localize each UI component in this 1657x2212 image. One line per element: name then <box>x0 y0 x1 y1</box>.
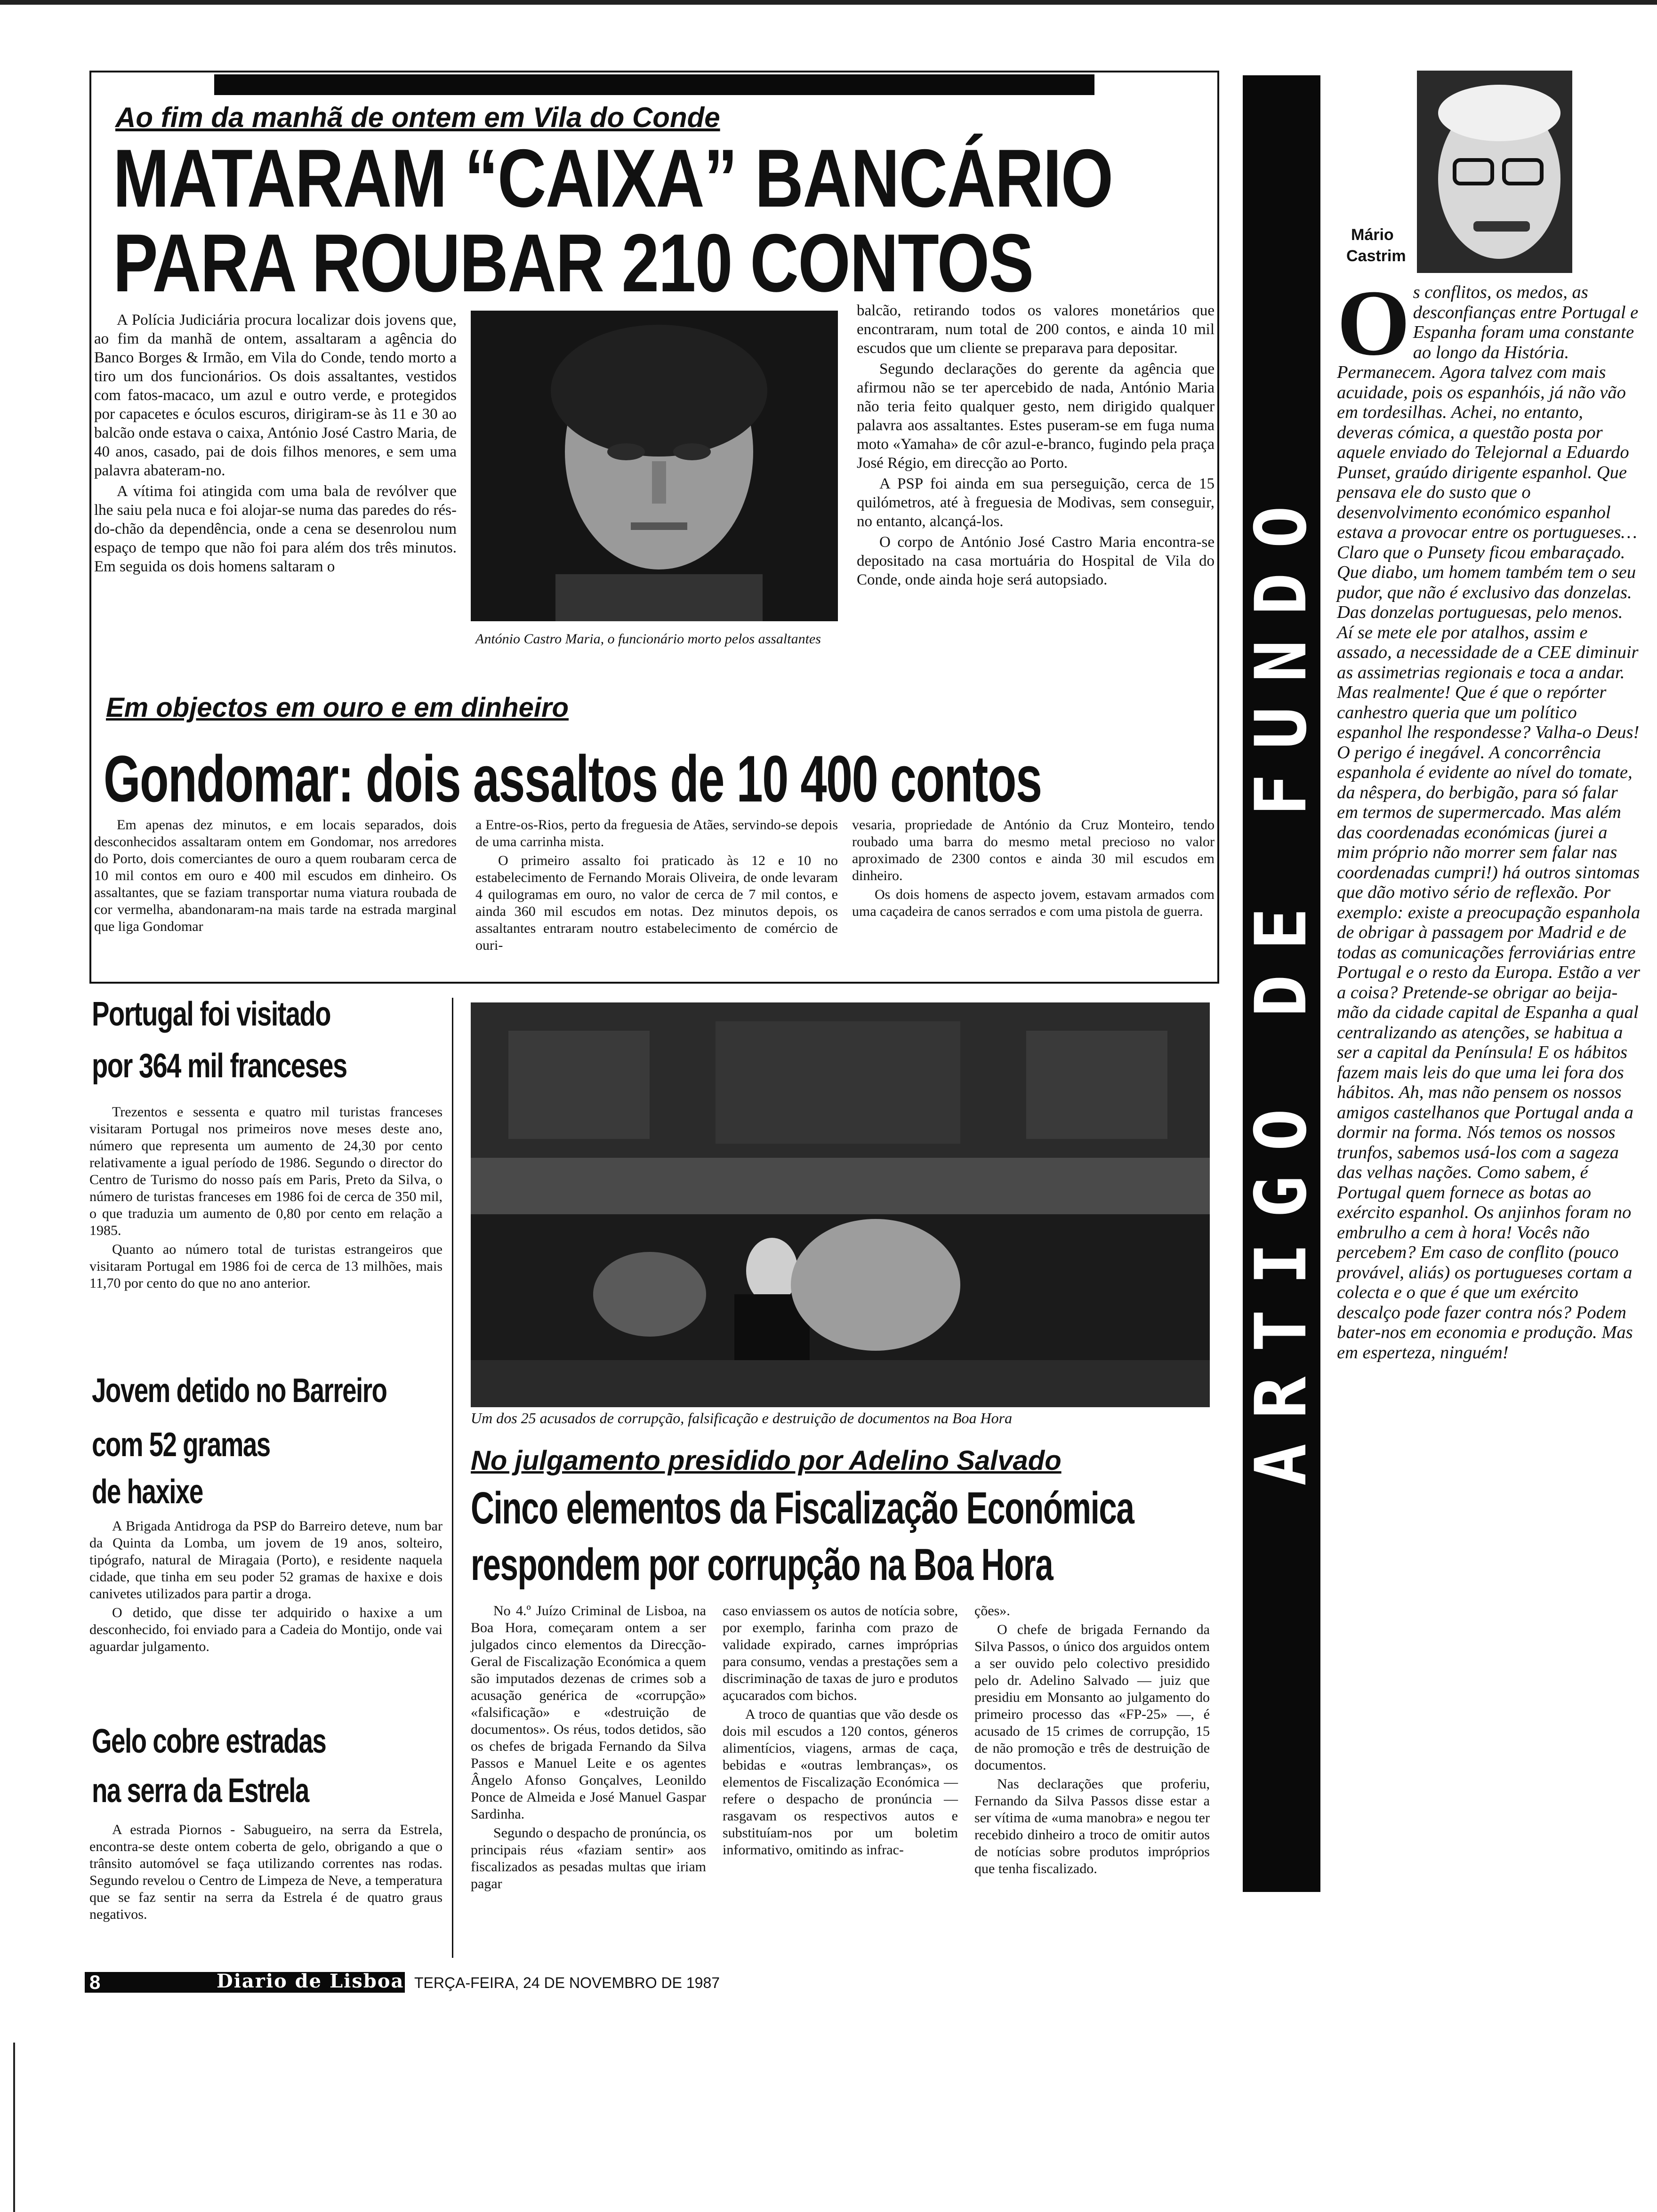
gelo-body <box>89 1821 442 1925</box>
top-story-col1 <box>94 311 457 578</box>
paragraph: No 4.º Juízo Criminal de Lisboa, na Boa Hora, começaram ontem a ser julgados cinco elementos da Direcção-Geral de Fiscalização Económica a quem são imputados dezenas de crimes sob a acusação genérica de «corrupção» «falsificação» e «destruição de documentos». Os réus, todos detidos, são os chefes de brigada Fernando da Silva Passos e Manuel Leite e os agentes Ângelo Afonso Gonçalves, Leonildo Ponce de Almeida e José Manuel Gaspar Sardinha. <box>471 1603 706 1822</box>
paragraph: Nas declarações que proferiu, Fernando da Silva Passos disse estar a ser vítima de «uma manobra» e negou ter recebido dinheiro a troco de omitir autos de notícias sobre produtos impróprios que tenha fiscalizado. <box>974 1776 1210 1876</box>
barreiro-headline-2: com 52 gramas <box>92 1426 270 1464</box>
top-story-headline-1: MATARAM “CAIXA” BANCÁRIO <box>113 133 1113 224</box>
paragraph: a Entre-os-Rios, perto da freguesia de Atães, servindo-se depois de uma carrinha mista. <box>475 817 838 850</box>
barreiro-headline-1: Jovem detido no Barreiro <box>92 1372 387 1410</box>
boa-hora-col2 <box>723 1603 958 1860</box>
courtroom-illustration <box>471 1002 1210 1407</box>
boa-hora-kicker: No julgamento presidido por Adelino Salvado <box>471 1445 1062 1476</box>
paragraph: O detido, que disse ter adquirido o haxixe a um desconhecido, foi enviado para a Cadeia do Montijo, onde vai aguardar julgamento. <box>89 1605 442 1654</box>
paragraph: caso enviassem os autos de notícia sobre, por exemplo, farinha com prazo de validade expirado, carnes impróprias para consumo, vendas a prestações sem a discriminação de taxas de juro e produtos açucarados com bichos. <box>723 1603 958 1703</box>
paragraph: Em apenas dez minutos, e em locais separados, dois desconhecidos assaltaram ontem em Gondomar, nos arredores do Porto, dois comerciantes de ouro a quem roubaram cerca de 10 mil contos em ouro e 400 mil escudos em dinheiro. Os assaltantes, que se faziam transportar numa viatura roubada de cor vermelha, abandonaram-na mais tarde na estrada marginal que liga Gondomar <box>94 817 457 934</box>
paragraph: Segundo declarações do gerente da agência que afirmou não se ter apercebido de nada, António Maria não teria feito qualquer gesto, nem dirigido qualquer palavra aos assaltantes. Estes puseram-se em fuga numa moto «Yamaha» de côr azul-e-branco, fugindo pela praça José Régio, em direcção ao Porto. <box>857 361 1215 472</box>
column-dropcap: O <box>1337 271 1410 375</box>
paragraph: A Brigada Antidroga da PSP do Barreiro deteve, num bar da Quinta da Lomba, um jovem de 19 anos, solteiro, tipógrafo, natural de Miragaia (Porto), e residente naquela cidade, que tinha em seu poder 52 gramas de haxixe e dois canivetes utilizados para partir a droga. <box>89 1518 442 1602</box>
footer-date: TERÇA-FEIRA, 24 DE NOVEMBRO DE 1987 <box>414 1974 720 1991</box>
franceses-headline-1: Portugal foi visitado <box>92 995 331 1033</box>
author-name-2: Castrim <box>1346 247 1406 265</box>
top-story-headline-2: PARA ROUBAR 210 CONTOS <box>113 217 1033 309</box>
paragraph: ções». <box>974 1603 1010 1619</box>
gondomar-col1 <box>94 817 457 937</box>
boa-hora-col1 <box>471 1603 706 1894</box>
paragraph: O chefe de brigada Fernando da Silva Passos, o único dos arguidos ontem a ser ouvido pelo colectivo presidido pelo dr. Adelino Salvado — juiz que presidiu em Monsanto ao julgamento do primeiro processo das «FP-25» —, é acusado de 15 crimes de corrupção, 15 de não promoção e três de destruição de documentos. <box>974 1622 1210 1773</box>
paragraph: A troco de quantias que vão desde os dois mil escudos a 120 contos, géneros alimentícios, viagens, armas de caça, bebidas e «outras lembranças», os elementos de Fiscalização Económica — refere o despacho de pronúncia — rasgavam os respectivos autos e substituíam-nos por um boletim informativo, omitindo as infrac- <box>723 1707 958 1858</box>
paragraph: Os dois homens de aspecto jovem, estavam armados com uma caçadeira de canos serrados e com uma pistola de guerra. <box>852 887 1215 919</box>
masthead-logo: Diario de Lisboa <box>217 1970 404 1992</box>
paragraph: Quanto ao número total de turistas estrangeiros que visitaram Portugal em 1986 foi de cerca de 13 milhões, mais 11,70 por cento do que no ano anterior. <box>89 1242 442 1291</box>
column-rule <box>452 998 453 1958</box>
paragraph: balcão, retirando todos os valores monetários que encontraram, num total de 200 contos, e ainda 10 mil escudos que um cliente se preparava para depositar. <box>857 302 1215 357</box>
gondomar-col3 <box>852 817 1215 922</box>
author-photo <box>1417 71 1572 273</box>
paragraph: O primeiro assalto foi praticado às 12 e 10 no estabelecimento de Fernando Morais Oliveira, de onde levaram 4 quilogramas em ouro, no valor de cerca de 7 mil contos, e ainda 360 mil escudos em notas. Dez minutos depois, os assaltantes entraram noutro estabelecimento de comércio de ouri- <box>475 853 838 953</box>
top-story-kicker: Ao fim da manhã de ontem em Vila do Conde <box>115 102 720 133</box>
boa-hora-headline-2: respondem por corrupção na Boa Hora <box>471 1539 1053 1590</box>
paragraph: Trezentos e sessenta e quatro mil turistas franceses visitaram Portugal nos primeiros nove meses deste ano, número que representa um aumento de 24,30 por cento relativamente a igual período de 1986. Segundo o director do Centro de Turismo do nosso país em Paris, Preto da Silva, o número de turistas franceses em 1986 foi de cerca de 350 mil, o que traduzia um aumento de 0,80 por cento em relação a 1985. <box>89 1104 442 1238</box>
paragraph: Segundo o despacho de pronúncia, os principais réus «faziam sentir» aos fiscalizados as pesadas multas que iriam pagar <box>471 1825 706 1891</box>
portrait-illustration <box>471 311 838 621</box>
scan-left-edge <box>13 2043 15 2212</box>
column-text <box>1337 271 1643 1362</box>
paragraph: A estrada Piornos - Sabugueiro, na serra da Estrela, encontra-se deste ontem coberta de gelo, obrigando a que o trânsito automóvel se faça utilizando correntes nas rodas. Segundo revelou o Centro de Limpeza de Neve, a temperatura que se faz sentir na serra da Estrela é de quatro graus negativos. <box>89 1822 442 1922</box>
barreiro-headline-3: de haxixe <box>92 1473 203 1511</box>
victim-photo-caption: António Castro Maria, o funcionário morto pelos assaltantes <box>475 631 821 647</box>
top-story-col3 <box>857 301 1215 591</box>
barreiro-body <box>89 1518 442 1657</box>
gondomar-headline: Gondomar: dois assaltos de 10 400 contos <box>104 742 1042 816</box>
artigo-de-fundo-title: ARTIGO DE FUNDO <box>1240 481 1322 1486</box>
franceses-headline-2: por 364 mil franceses <box>92 1047 347 1085</box>
paragraph: O corpo de António José Castro Maria encontra-se depositado na casa mortuária do Hospital de Vila do Conde, onde ainda hoje será autopsiado. <box>857 534 1215 588</box>
court-photo-caption: Um dos 25 acusados de corrupção, falsificação e destruição de documentos na Boa Hora <box>471 1410 1013 1427</box>
franceses-body <box>89 1104 442 1294</box>
paragraph: A vítima foi atingida com uma bala de revólver que lhe saiu pela nuca e foi alojar-se numa das paredes do rés-do-chão da dependência, onde a cena se desenrolou num espaço de tempo que não foi para além dos três minutos. Em seguida os dois homens saltaram o <box>94 483 457 575</box>
gelo-headline-1: Gelo cobre estradas <box>92 1723 326 1760</box>
paragraph: A Polícia Judiciária procura localizar dois jovens que, ao fim da manhã de ontem, assaltaram a agência do Banco Borges & Irmão, em Vila do Conde, tendo morto a tiro um dos funcionários. Os dois assaltantes, vestidos com fatos-macaco, um azul e outro verde, e protegidos por capacetes e óculos escuros, dirigiram-se às 11 e 30 ao balcão onde estava o caixa, António José Castro Maria, de 40 anos, casado, pai de dois filhos menores, e sem uma palavra abateram-no. <box>94 312 457 479</box>
column-body: s conflitos, os medos, as desconfianças entre Portugal e Espanha foram uma constante ao longo da História. Permanecem. Agora talvez com mais acuidade, pois os espanhóis, já não vão em tordesilhas. Achei, no entanto, deveras cómica, a questão posta por aquele enviado do Telejornal a Eduardo Punset, graúdo dirigente espanhol. Que pensava ele do susto que o desenvolvimento económico espanhol estava a provocar entre os portugueses… Claro que o Punsety ficou embaraçado. Que diabo, um homem também tem o seu pudor, que não é exclusivo das donzelas. Das donzelas portuguesas, pelo menos. Aí se mete ele por atalhos, assim e assado, a necessidade de a CEE diminuir as assimetrias regionais e toca a andar. Mas realmente! Que é que o repórter canhestro queria que um político espanhol lhe respondesse? Valha-o Deus! O perigo é inegável. A concorrência espanhola é evidente ao nível do tomate, da nêspera, do berbigão, para só falar em termos de supermercado. Mas além das coordenadas económicas (jurei a mim próprio não morrer sem falar nas coordenadas cumpri!) há outros sintomas que dão motivo sério de reflexão. Por exemplo: existe a preocupação espanhola de obrigar à passagem por Madrid e de todas as comunicações ferroviárias entre Portugal e o resto da Europa. Estão a ver a coisa? Pretende-se obrigar ao beija-mão da cidade capital de Espanha a qual centralizando as atenções, se habitua a ser a capital da Península! E os hábitos fazem mais leis do que uma lei fora dos hábitos. Ah, mas não pensem os nossos amigos castelhanos que Portugal anda a dormir na forma. Nós temos os nossos trunfos, sabemos usá-los com a sageza das velhas nações. Como sabem, é Portugal quem fornece as botas ao exército espanhol. Os anjinhos foram no embrulho a cem à hora! Vocês não percebem? Em caso de conflito (pouco provável, aliás) os portugueses cortam a colecta e o que é que um exército descalço pode fazer contra nós? Podem bater-nos em economia e produção. Mas em esperteza, ninguém! <box>1337 282 1641 1362</box>
page-number: 8 <box>89 1971 101 1993</box>
author-portrait-illustration <box>1417 71 1572 273</box>
author-name-1: Mário <box>1351 226 1394 244</box>
paragraph: A PSP foi ainda em sua perseguição, cerca de 15 quilómetros, até à freguesia de Modivas, sem conseguir, no entanto, alcançá-los. <box>857 475 1215 530</box>
court-photo <box>471 1002 1210 1407</box>
gondomar-kicker: Em objectos em ouro e em dinheiro <box>106 692 569 723</box>
gelo-headline-2: na serra da Estrela <box>92 1772 309 1810</box>
scan-top-edge <box>0 0 1657 5</box>
gondomar-col2 <box>475 817 838 956</box>
paragraph: vesaria, propriedade de António da Cruz Monteiro, tendo roubado uma barra do mesmo metal precioso no valor aproximado de 2300 contos e ainda 30 mil escudos em dinheiro. <box>852 817 1215 883</box>
boa-hora-col3 <box>974 1603 1210 1879</box>
victim-photo <box>471 311 838 621</box>
boa-hora-headline-1: Cinco elementos da Fiscalização Económica <box>471 1483 1134 1533</box>
